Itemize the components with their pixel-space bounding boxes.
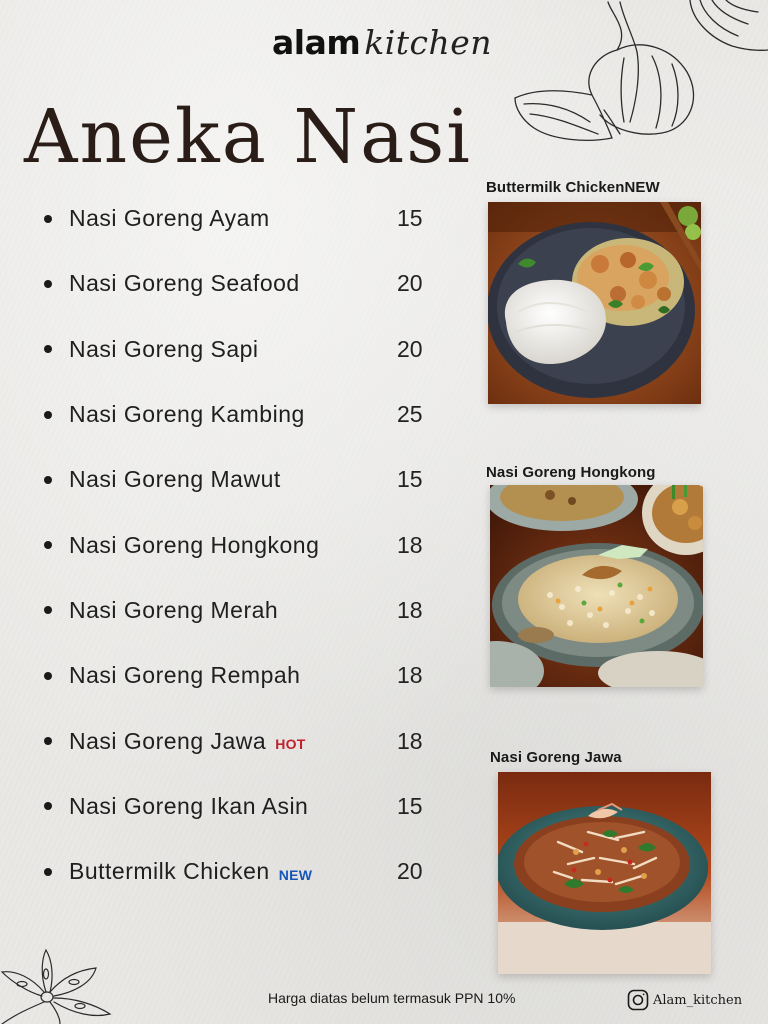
garlic-illustration [512,0,768,150]
tax-note: Harga diatas belum termasuk PPN 10% [268,990,516,1006]
bullet-icon [44,802,52,810]
menu-item-name: Nasi Goreng Jawa [69,727,267,754]
brand-logo [272,22,492,64]
featured-card-title [490,747,622,766]
featured-card-title [486,462,656,481]
menu-item-price: 20 [397,270,423,297]
bullet-icon [44,476,52,484]
menu-item [40,774,440,839]
menu-item-name: Nasi Goreng Kambing [69,401,305,428]
menu-item [40,839,440,904]
menu-list [40,186,440,904]
instagram-icon [627,989,649,1011]
bullet-icon [44,868,52,876]
menu-item-name: Nasi Goreng Hongkong [69,531,320,558]
star-anise-illustration [0,948,112,1024]
menu-item-name: Nasi Goreng Sapi [69,335,259,362]
menu-item [40,643,440,708]
menu-item-name: Buttermilk Chicken [69,858,270,885]
brand-name-bold: alam [272,23,361,62]
new-badge: NEW [624,179,660,196]
hot-badge: HOT [275,736,306,753]
bullet-icon [44,737,52,745]
menu-item-price: 18 [397,662,423,689]
bullet-icon [44,345,52,353]
menu-item-price: 15 [397,205,423,232]
bullet-icon [44,411,52,419]
menu-item [40,317,440,382]
menu-item [40,512,440,577]
menu-item-price: 20 [397,335,423,362]
menu-item [40,186,440,251]
brand-name-italic: kitchen [364,23,493,62]
menu-item [40,382,440,447]
menu-item-price: 15 [397,466,423,493]
featured-title: Nasi Goreng Hongkong [486,464,656,481]
menu-item-price: 25 [397,401,423,428]
buttermilk-chicken-photo [488,202,701,404]
menu-item-price: 18 [397,596,423,623]
social-handle: Alam_kitchen [653,992,743,1008]
featured-title: Buttermilk Chicken [486,179,625,196]
menu-item [40,251,440,316]
social-link[interactable] [627,989,742,1011]
featured-card-title [486,177,660,196]
menu-item-price: 18 [397,727,423,754]
nasi-goreng-hongkong-photo [490,485,703,687]
menu-item-price: 18 [397,531,423,558]
featured-title: Nasi Goreng Jawa [490,749,622,766]
menu-item-name: Nasi Goreng Merah [69,596,279,623]
menu-item [40,708,440,773]
nasi-goreng-jawa-photo [498,772,711,974]
bullet-icon [44,606,52,614]
menu-item [40,447,440,512]
bullet-icon [44,280,52,288]
new-badge: NEW [278,866,313,883]
bullet-icon [44,215,52,223]
page-title: Aneka Nasi [24,94,472,180]
menu-item-name: Nasi Goreng Rempah [69,662,301,689]
menu-item-name: Nasi Goreng Ayam [69,205,270,232]
bullet-icon [44,541,52,549]
menu-item-price: 20 [397,858,423,885]
menu-item-name: Nasi Goreng Mawut [69,466,281,493]
menu-item-price: 15 [397,792,423,819]
menu-item-name: Nasi Goreng Seafood [69,270,300,297]
menu-item-name: Nasi Goreng Ikan Asin [69,792,309,819]
menu-item [40,578,440,643]
bullet-icon [44,672,52,680]
